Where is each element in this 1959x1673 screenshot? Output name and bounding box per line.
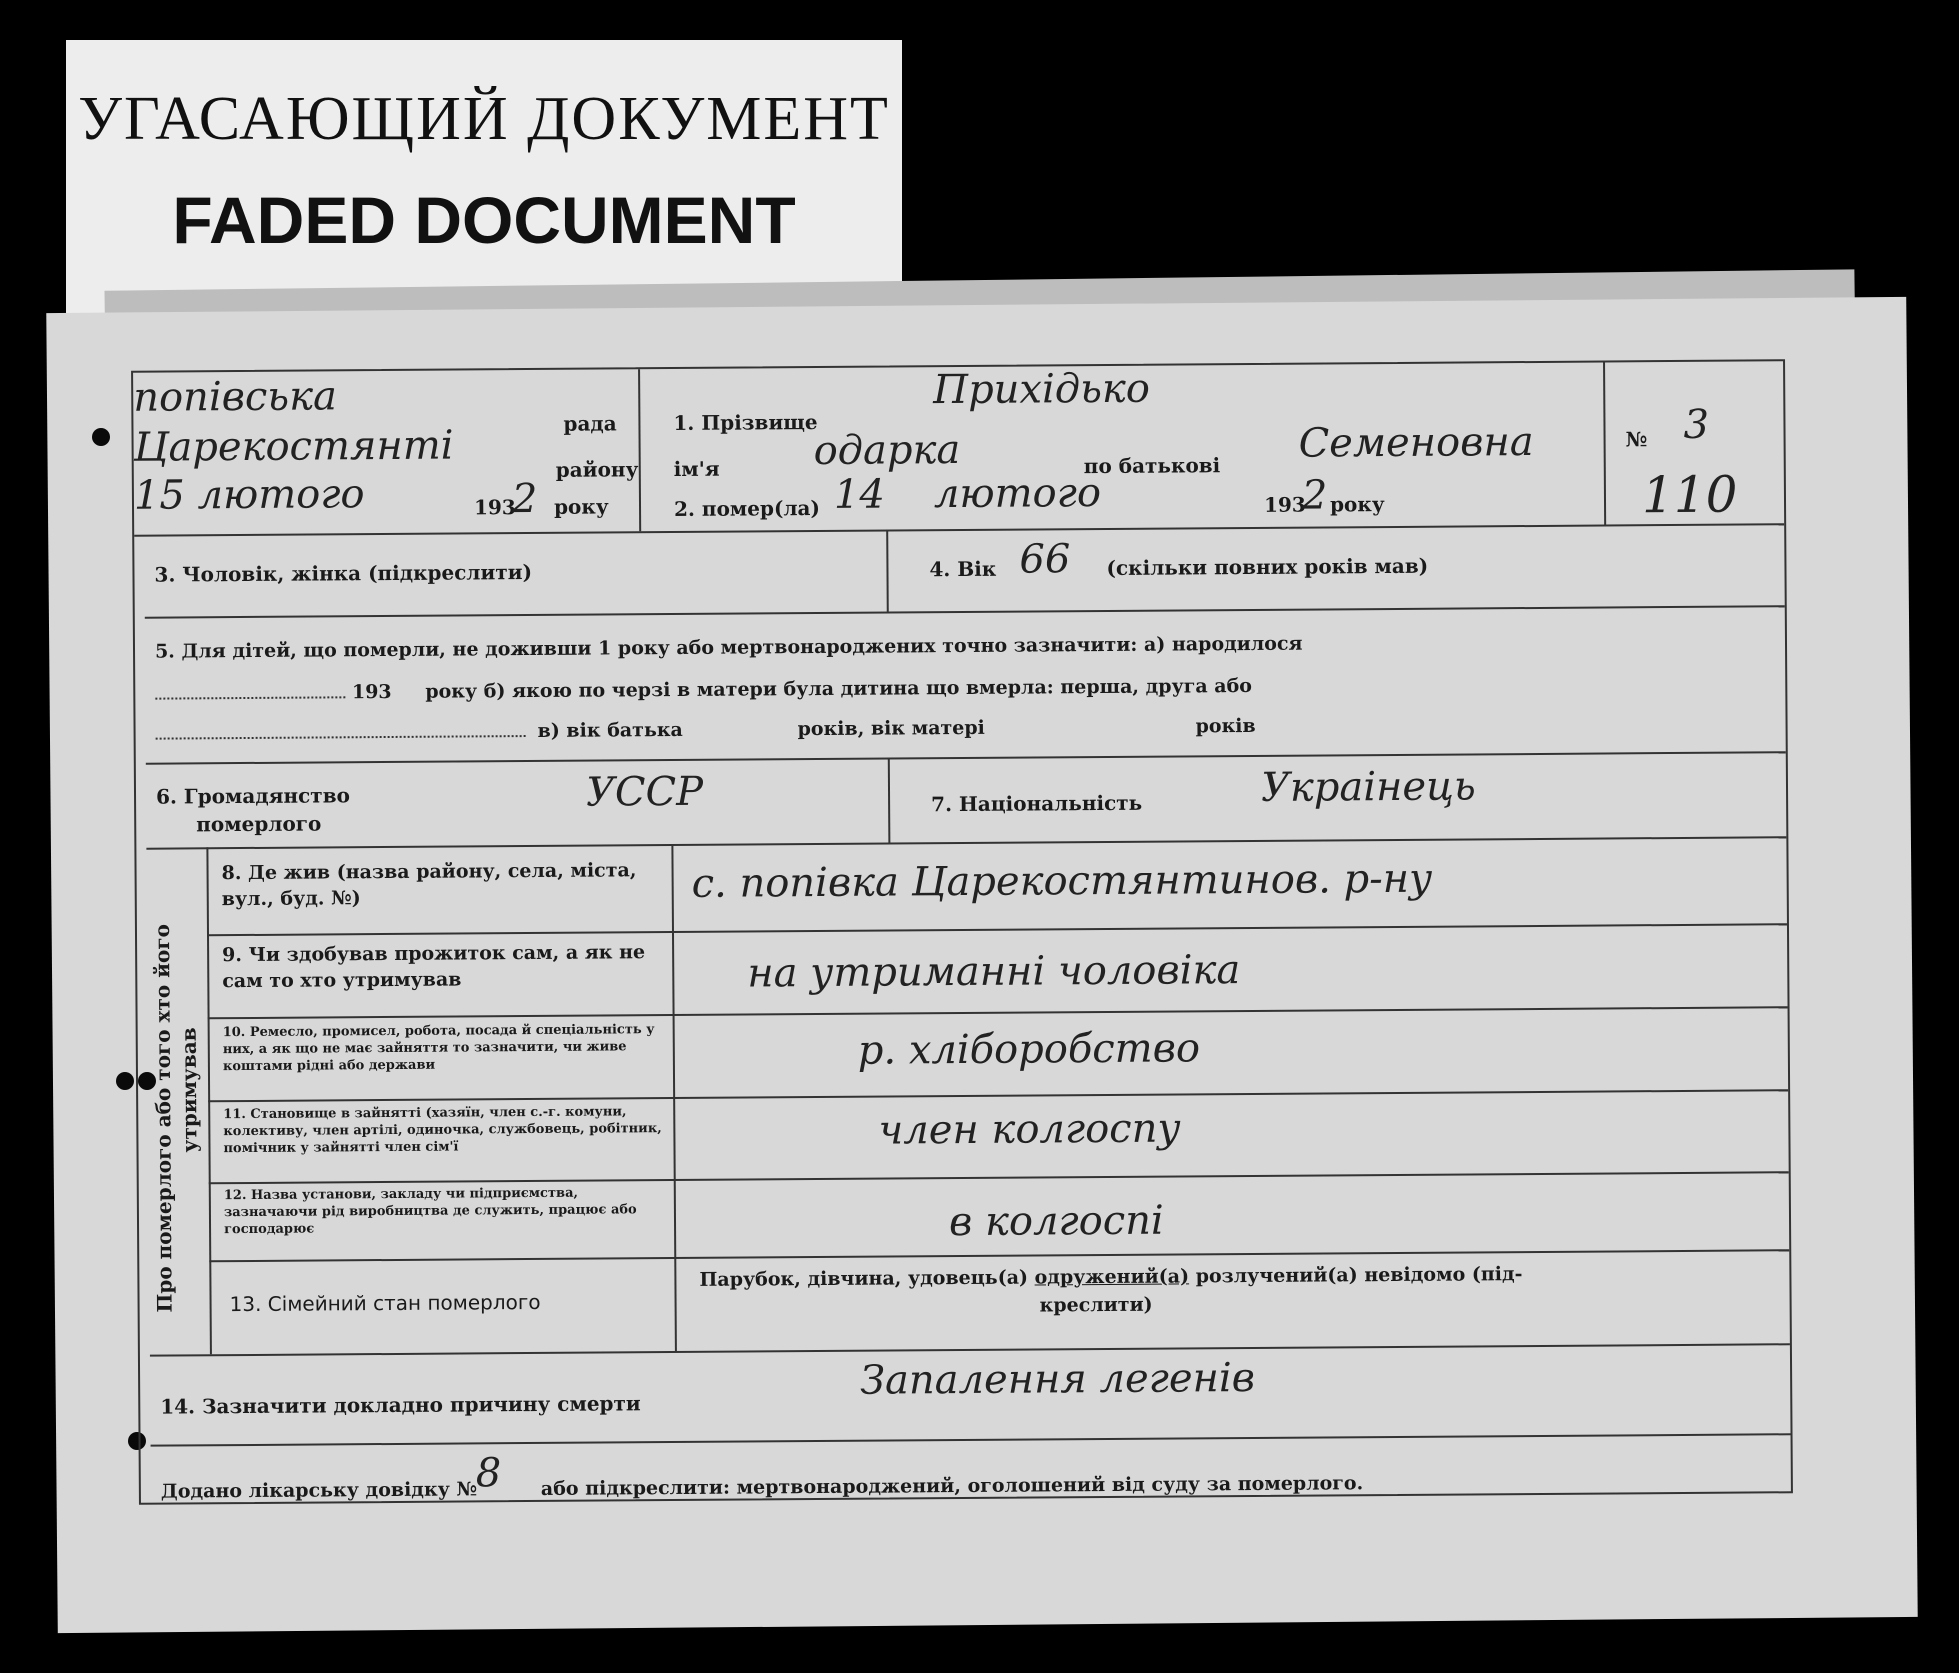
stamp-russian-text: УГАСАЮЩИЙ ДОКУМЕНТ (78, 85, 890, 153)
age-label: 4. Вік (929, 556, 997, 582)
livelihood-value: на утриманні чоловіка (747, 947, 1241, 997)
occupation-label: 10. Ремесло, промисел, робота, посада й спеціальність у них, а як що не має зайняття то зазначити, чи живе коштами рідні або держави (222, 1022, 655, 1075)
marital-options-line-2: креслити) (1039, 1293, 1153, 1317)
died-label: 2. помер(ла) (673, 495, 821, 521)
marital-status-label: 13. Сімейний стан померлого (229, 1289, 541, 1317)
died-year-digit: 2 (1301, 472, 1328, 519)
died-day: 14 (833, 471, 886, 518)
marital-option-married: одружений(а) (1034, 1265, 1190, 1289)
record-number-secondary: 110 (1641, 465, 1738, 525)
died-month: лютого (933, 470, 1102, 518)
nationality-label: 7. Національність (931, 790, 1143, 817)
surname-label: 1. Прізвище (673, 409, 818, 436)
nationality-value: Украінець (1260, 763, 1476, 811)
citizenship-label-2: померлого (196, 811, 322, 837)
years-label: років (1195, 714, 1256, 738)
registration-year-prefix: 193 (473, 495, 516, 520)
employment-status-label: 11. Становище в зайнятті (хазяїн, член с.-г. комуни, колективу, член артілі, одиночка, службовець, робітник, помічник у зайнятті член сім'ї (223, 1104, 662, 1157)
age-value: 66 (1019, 536, 1071, 583)
sex-label: 3. Чоловік, жінка (підкреслити) (154, 559, 533, 587)
rayon-label: району (555, 457, 639, 482)
patronymic-value: Семеновна (1298, 418, 1534, 467)
death-cause-label: 14. Зазначити докладно причину смерти (160, 1391, 641, 1419)
livelihood-label: 9. Чи здобував прожиток сам, а як не сам то хто утримував (222, 941, 646, 993)
record-number-label: № (1625, 427, 1648, 452)
medical-certificate-label: Додано лікарську довідку № (160, 1478, 478, 1503)
rada-label: рада (563, 411, 617, 436)
died-year-label: року (1329, 492, 1385, 517)
citizenship-value: УССР (585, 768, 704, 816)
registration-year-label: року (553, 494, 609, 519)
residence-value: с. попівка Царекостянтинов. р-ну (691, 855, 1433, 907)
died-year-prefix: 193 (1263, 492, 1306, 517)
side-vertical-label: Про померлого або того хто його утримував (149, 923, 202, 1313)
death-record-form (131, 359, 1793, 1505)
marital-options-2: розлучений(а) невідомо (під- (1195, 1263, 1523, 1288)
rada-value: попівська (133, 373, 337, 421)
medical-certificate-number: 8 (475, 1450, 502, 1497)
age-suffix: (скільки повних років мав) (1106, 553, 1429, 580)
punch-hole (116, 1072, 134, 1090)
workplace-value: в колгоспі (948, 1197, 1164, 1246)
employment-status-value: член колгоспу (878, 1105, 1181, 1154)
residence-label: 8. Де жив (назва району, села, міста, вул., буд. №) (221, 859, 637, 911)
death-cause-value: Запалення легенів (859, 1354, 1256, 1404)
registration-date: 15 лютого (133, 471, 365, 519)
workplace-label: 12. Назва установи, закладу чи підприємства, зазначаючи рід виробництва де служить, працює або господарює (223, 1185, 637, 1238)
children-line-1: 5. Для дітей, що померли, не доживши 1 року або мертвонароджених точно зазначити: а) народилося (154, 632, 1303, 663)
mother-age-label: років, вік матері (797, 716, 985, 741)
marital-options-1: Парубок, дівчина, удовець(а) (699, 1266, 1029, 1291)
children-line-2: року б) якою по черзі в матери була дитина що вмерла: перша, друга або (425, 674, 1253, 703)
record-number-value: 3 (1683, 401, 1710, 448)
name-label: ім'я (673, 456, 720, 482)
surname-value: Прихідько (933, 365, 1151, 414)
punch-hole (92, 428, 110, 446)
registration-year-digit: 2 (511, 475, 538, 523)
children-year-prefix: 193 (351, 680, 392, 704)
name-value: одарка (813, 427, 961, 475)
father-age-label: в) вік батька (537, 718, 683, 742)
rayon-value: Царекостянті (133, 422, 454, 471)
stamp-english-text: FADED DOCUMENT (172, 183, 796, 257)
patronymic-label: по батькові (1083, 453, 1221, 479)
citizenship-label: 6. Громадянство (155, 783, 350, 809)
medical-certificate-rest: або підкреслити: мертвонароджений, оголошений від суду за померлого. (540, 1472, 1364, 1500)
occupation-value: р. хліборобство (857, 1025, 1201, 1074)
